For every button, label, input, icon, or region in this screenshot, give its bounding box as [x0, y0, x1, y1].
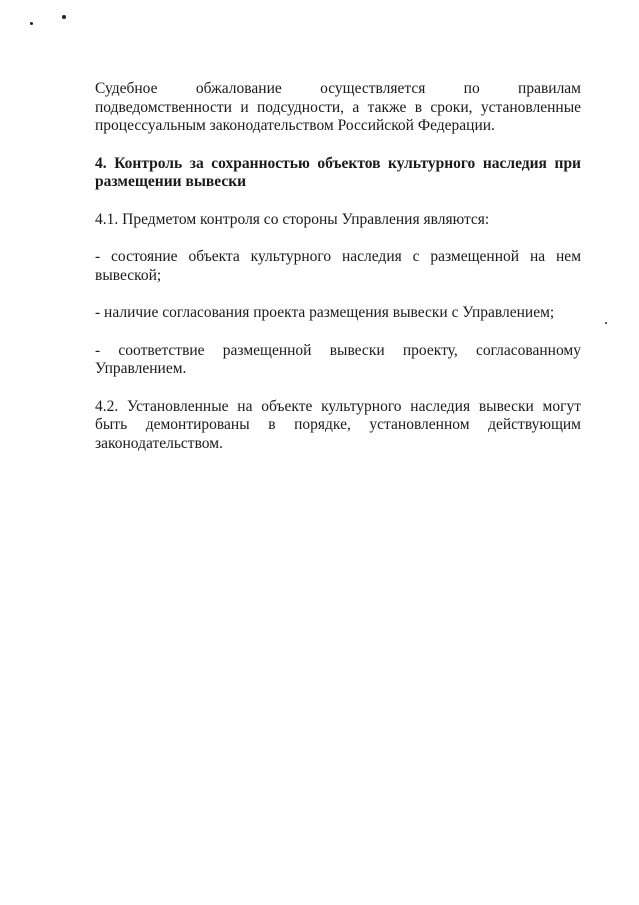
- scan-speck: [62, 15, 66, 19]
- list-item-approval: - наличие согласования проекта размещения вывески с Управлением;: [95, 304, 555, 321]
- scan-speck: [30, 22, 33, 25]
- paragraph-4-2: 4.2. Установленные на объекте культурного наследия вывески могут быть демонтированы в порядке, установленном действующим законодательством.: [95, 397, 581, 452]
- document-body: [95, 80, 581, 472]
- paragraph-appeal: Судебное обжалование осуществляется по правилам подведомственности и подсудности, а также в сроки, установленные процессуальным законодательством Российской Федерации.: [95, 80, 581, 134]
- list-item-compliance: - соответствие размещенной вывески проекту, согласованному Управлением.: [95, 341, 581, 377]
- scan-speck: [605, 322, 607, 324]
- paragraph-4-1: 4.1. Предметом контроля со стороны Управления являются:: [95, 210, 490, 228]
- list-item-state: - состояние объекта культурного наследия с размещенной на нем вывеской;: [95, 248, 581, 284]
- section-heading: 4. Контроль за сохранностью объектов культурного наследия при размещении вывески: [95, 154, 581, 190]
